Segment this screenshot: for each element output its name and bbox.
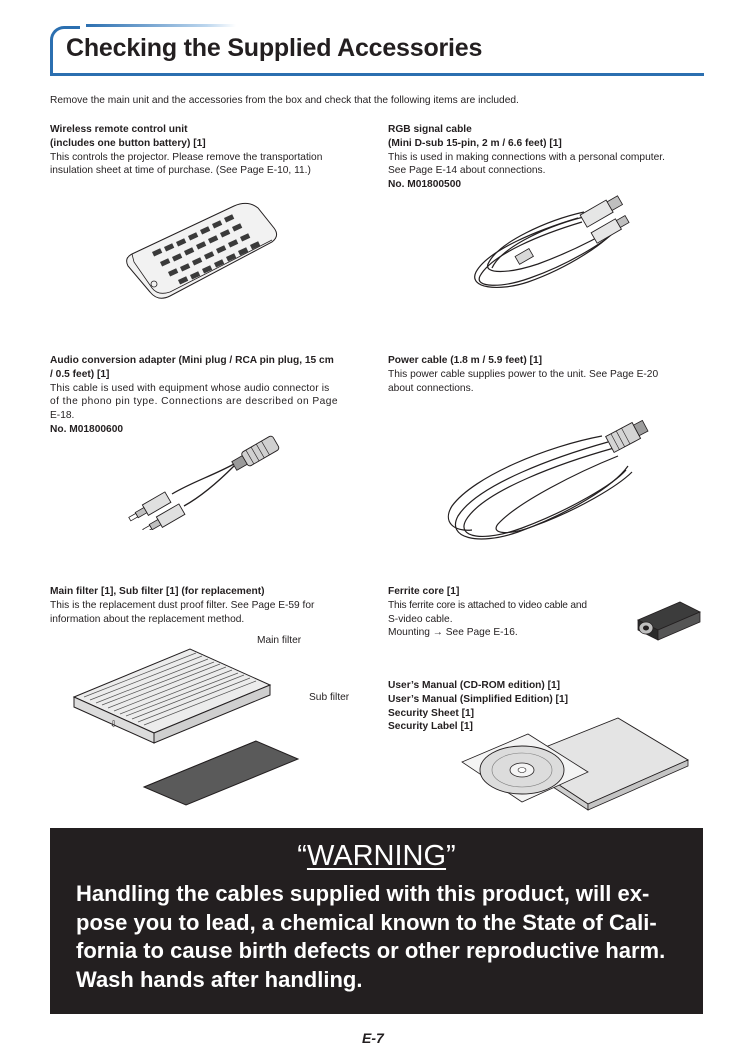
item-title: User’s Manual (CD-ROM edition) [1] bbox=[388, 680, 561, 691]
item-description: of the phono pin type. Connections are described on Page bbox=[50, 396, 338, 408]
item-title: Security Label [1] bbox=[388, 721, 473, 733]
item-description: This controls the projector. Please remove the transportation bbox=[50, 151, 323, 163]
item-title: (includes one button battery) [1] bbox=[50, 137, 206, 149]
warning-title bbox=[50, 840, 703, 873]
title-accent-bar bbox=[86, 24, 236, 27]
item-audio-adapter bbox=[50, 354, 364, 437]
item-title: User’s Manual (Simplified Edition) [1] bbox=[388, 693, 568, 705]
item-rgb-cable bbox=[388, 123, 704, 192]
item-ferrite-core bbox=[388, 585, 628, 640]
item-description: E-18. bbox=[50, 410, 75, 422]
item-description: See Page E-14 about connections. bbox=[388, 165, 546, 177]
warning-open-quote: “ bbox=[297, 840, 307, 872]
item-description: This cable is used with equipment whose audio connector is bbox=[50, 382, 330, 394]
item-title: Wireless remote control unit bbox=[50, 124, 188, 135]
item-description: Mounting → See Page E-16. bbox=[388, 627, 518, 639]
item-description: This ferrite core is attached to video cable and bbox=[388, 599, 587, 611]
ferrite-core-illustration bbox=[630, 596, 704, 644]
item-description: This is used in making connections with a personal computer. bbox=[388, 151, 665, 163]
title-underline bbox=[50, 73, 704, 76]
item-description: This is the replacement dust proof filter. See Page E-59 for bbox=[50, 599, 315, 611]
part-number: No. M01800500 bbox=[388, 179, 462, 191]
power-cable-illustration bbox=[438, 406, 660, 556]
item-filters bbox=[50, 585, 366, 626]
page-number: E-7 bbox=[362, 1030, 384, 1046]
manual-cdrom-illustration bbox=[458, 712, 690, 822]
warning-line: Handling the cables supplied with this product, will ex- bbox=[76, 881, 650, 906]
item-title: / 0.5 feet) [1] bbox=[50, 368, 110, 380]
item-remote-control bbox=[50, 123, 366, 178]
item-description: This power cable supplies power to the unit. See Page E-20 bbox=[388, 368, 659, 380]
main-filter-label: Main filter bbox=[257, 635, 302, 646]
part-number: No. M01800600 bbox=[50, 423, 124, 435]
warning-line: fornia to cause birth defects or other reproductive harm. bbox=[76, 938, 666, 963]
item-title: Audio conversion adapter (Mini plug / RCA pin plug, 15 cm bbox=[50, 355, 334, 366]
item-title: Main filter [1], Sub filter [1] (for replacement) bbox=[50, 586, 265, 597]
item-power-cable bbox=[388, 354, 704, 395]
warning-close-quote: ” bbox=[446, 840, 456, 872]
sub-filter-label: Sub filter bbox=[309, 692, 350, 703]
filter-illustration bbox=[70, 645, 306, 813]
item-title: RGB signal cable bbox=[388, 124, 472, 135]
item-title: Ferrite core [1] bbox=[388, 586, 460, 597]
intro-text: Remove the main unit and the accessories from the box and check that the following items are included. bbox=[50, 95, 519, 106]
item-description: about connections. bbox=[388, 382, 474, 394]
warning-heading: WARNING bbox=[306, 840, 447, 872]
warning-text bbox=[76, 880, 686, 994]
item-title: Power cable (1.8 m / 5.9 feet) [1] bbox=[388, 355, 543, 366]
warning-box bbox=[50, 828, 703, 1014]
page-title: Checking the Supplied Accessories bbox=[66, 34, 483, 62]
warning-line: Wash hands after handling. bbox=[76, 966, 363, 992]
remote-control-illustration bbox=[122, 192, 284, 304]
warning-line: pose you to lead, a chemical known to the State of Cali- bbox=[76, 909, 657, 935]
item-description: S-video cable. bbox=[388, 613, 453, 625]
rgb-cable-illustration bbox=[458, 190, 638, 302]
audio-adapter-illustration bbox=[122, 430, 292, 530]
item-description: insulation sheet at time of purchase. (See Page E-10, 11.) bbox=[50, 165, 311, 177]
item-title: (Mini D-sub 15-pin, 2 m / 6.6 feet) [1] bbox=[388, 137, 562, 149]
item-title: Security Sheet [1] bbox=[388, 707, 475, 719]
title-frame bbox=[50, 24, 704, 76]
svg-text:⇩: ⇩ bbox=[110, 720, 118, 730]
item-description: information about the replacement method. bbox=[50, 613, 245, 625]
